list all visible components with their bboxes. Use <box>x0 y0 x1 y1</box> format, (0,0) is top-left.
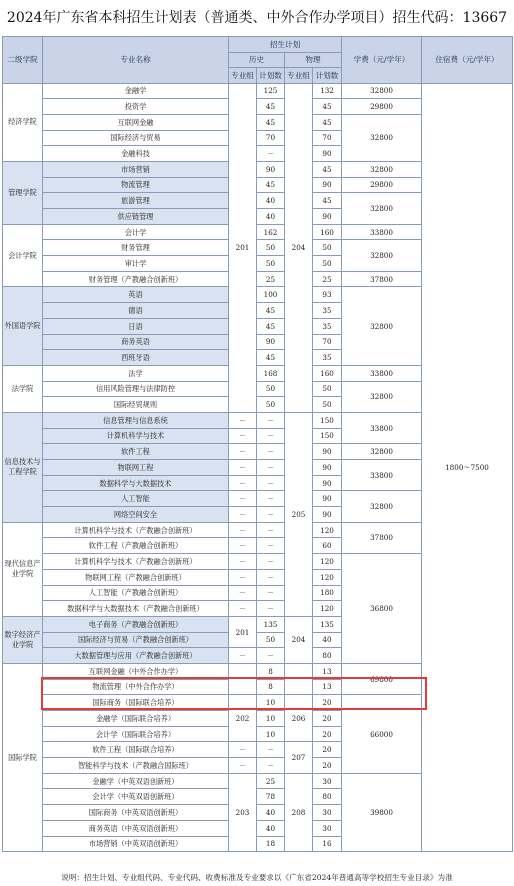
header-physics: 物理 <box>285 52 342 68</box>
phys-count-cell: 30 <box>313 820 342 836</box>
hist-count-cell: 50 <box>257 240 285 256</box>
phys-count-cell: 45 <box>313 114 342 130</box>
phys-count-cell: 30 <box>313 805 342 821</box>
hist-count-cell: － <box>257 428 285 444</box>
phys-count-cell: 20 <box>313 711 342 727</box>
major-cell: 智能科学与技术（产教融合国际班） <box>43 758 229 774</box>
hist-group-cell: 201 <box>229 616 257 647</box>
hist-count-cell: － <box>257 444 285 460</box>
tuition-cell: 32800 <box>342 287 422 365</box>
major-cell: 会计学（中英双语创新班） <box>43 789 229 805</box>
hist-count-cell: 8 <box>257 663 285 679</box>
phys-count-cell: 160 <box>313 224 342 240</box>
hist-count-cell: 45 <box>257 318 285 334</box>
major-cell: 计算机科学与技术 <box>43 428 229 444</box>
hist-count-cell: 50 <box>257 381 285 397</box>
phys-count-cell: 132 <box>313 83 342 99</box>
hist-count-cell: － <box>257 554 285 570</box>
major-cell: 网络空间安全 <box>43 507 229 523</box>
phys-count-cell: 20 <box>313 695 342 711</box>
phys-count-cell: 45 <box>313 99 342 115</box>
major-cell: 物流管理 <box>43 177 229 193</box>
phys-count-cell: 120 <box>313 569 342 585</box>
major-cell: 财务管理（产教融合创新班） <box>43 271 229 287</box>
major-cell: 金融学 <box>43 83 229 99</box>
major-cell: 市场营销 <box>43 161 229 177</box>
major-cell: 国际商务（国际联合培养） <box>43 695 229 711</box>
major-cell: 数据科学与大数据技术（产教融合创新班） <box>43 601 229 617</box>
tuition-cell: 66000 <box>342 695 422 773</box>
major-cell: 英语 <box>43 287 229 303</box>
hist-count-cell: 125 <box>257 83 285 99</box>
major-cell: 物联网工程（产教融合创新班） <box>43 569 229 585</box>
header-history: 历史 <box>229 52 285 68</box>
tuition-cell: 32800 <box>342 491 422 522</box>
major-cell: 德语 <box>43 303 229 319</box>
hist-group-cell: － <box>229 475 257 491</box>
highlight-box <box>41 677 427 710</box>
hist-group-cell: － <box>229 758 257 774</box>
major-cell: 大数据管理与应用（产教融合创新班） <box>43 648 229 664</box>
header-phys-count: 计划数 <box>313 68 342 84</box>
hist-count-cell: 50 <box>257 397 285 413</box>
phys-group-cell: 204 <box>285 616 313 663</box>
college-cell: 数字经济产业学院 <box>3 616 43 663</box>
major-cell: 电子商务（产教融合创新班） <box>43 616 229 632</box>
phys-count-cell: 50 <box>313 381 342 397</box>
phys-count-cell: 70 <box>313 334 342 350</box>
phys-count-cell: 70 <box>313 130 342 146</box>
hist-group-cell: 202 <box>229 695 257 742</box>
college-cell: 管理学院 <box>3 161 43 224</box>
phys-count-cell: 50 <box>313 397 342 413</box>
hist-count-cell: 78 <box>257 789 285 805</box>
major-cell: 信息管理与信息系统 <box>43 412 229 428</box>
hist-group-cell: － <box>229 648 257 664</box>
page-title: 2024年广东省本科招生计划表（普通类、中外合作办学项目）招生代码：13667 <box>6 10 508 26</box>
hist-count-cell: － <box>257 146 285 162</box>
college-cell: 法学院 <box>3 365 43 412</box>
phys-count-cell: 90 <box>313 507 342 523</box>
header-phys-group: 专业组 <box>285 68 313 84</box>
phys-group-cell: 208 <box>285 773 313 851</box>
hist-group-cell: － <box>229 507 257 523</box>
tuition-cell: 39800 <box>342 773 422 851</box>
hist-count-cell: 70 <box>257 130 285 146</box>
major-cell: 金融学（国际联合培养） <box>43 711 229 727</box>
major-cell: 计算机科学与技术（产教融合创新班） <box>43 554 229 570</box>
table-body <box>3 83 513 852</box>
major-cell: 投资学 <box>43 99 229 115</box>
tuition-cell: 69800 <box>342 663 422 694</box>
phys-count-cell: 45 <box>313 193 342 209</box>
tuition-cell: 32800 <box>342 83 422 99</box>
phys-count-cell: 60 <box>313 538 342 554</box>
hist-count-cell: 40 <box>257 209 285 225</box>
header-tuition: 学费（元/学年） <box>342 37 422 84</box>
major-cell: 商务英语（中英双语创新班） <box>43 820 229 836</box>
major-cell: 物联网工程 <box>43 460 229 476</box>
phys-count-cell: 90 <box>313 177 342 193</box>
hist-group-cell: － <box>229 569 257 585</box>
hist-count-cell: 90 <box>257 161 285 177</box>
major-cell: 商务英语 <box>43 334 229 350</box>
major-cell: 国际经济与贸易（产教融合创新班） <box>43 632 229 648</box>
hist-count-cell: 45 <box>257 350 285 366</box>
hist-group-cell: 203 <box>229 773 257 851</box>
phys-count-cell: 35 <box>313 303 342 319</box>
hist-count-cell: 50 <box>257 256 285 272</box>
hist-count-cell: － <box>257 585 285 601</box>
major-cell: 人工智能 <box>43 491 229 507</box>
hist-count-cell: 45 <box>257 303 285 319</box>
major-cell: 日语 <box>43 318 229 334</box>
phys-count-cell: 180 <box>313 585 342 601</box>
college-cell: 经济学院 <box>3 83 43 161</box>
college-cell: 现代信息产业学院 <box>3 522 43 616</box>
phys-count-cell: 50 <box>313 256 342 272</box>
phys-count-cell: 35 <box>313 350 342 366</box>
hist-count-cell: － <box>257 569 285 585</box>
hist-group-cell: － <box>229 460 257 476</box>
major-cell: 互联网金融（中外合作办学） <box>43 663 229 679</box>
phys-count-cell: 50 <box>313 240 342 256</box>
major-cell: 信用风险管理与法律防控 <box>43 381 229 397</box>
college-cell: 会计学院 <box>3 224 43 287</box>
major-cell: 国际商务（中英双语创新班） <box>43 805 229 821</box>
phys-count-cell: 80 <box>313 648 342 664</box>
tuition-cell: 33800 <box>342 365 422 381</box>
hist-count-cell: 50 <box>257 632 285 648</box>
phys-count-cell: 120 <box>313 601 342 617</box>
hist-count-cell: 162 <box>257 224 285 240</box>
hist-count-cell: － <box>257 601 285 617</box>
phys-count-cell: 13 <box>313 663 342 679</box>
hist-count-cell: 10 <box>257 695 285 711</box>
phys-count-cell: 90 <box>313 209 342 225</box>
hist-count-cell: － <box>257 648 285 664</box>
phys-count-cell: 35 <box>313 318 342 334</box>
hist-count-cell: 135 <box>257 616 285 632</box>
major-cell: 法学 <box>43 365 229 381</box>
hist-count-cell: － <box>257 758 285 774</box>
major-cell: 金融科技 <box>43 146 229 162</box>
hist-group-cell: － <box>229 491 257 507</box>
major-cell: 人工智能（产教融合创新班） <box>43 585 229 601</box>
hist-group-cell: － <box>229 538 257 554</box>
phys-count-cell: 120 <box>313 554 342 570</box>
tuition-cell: 32800 <box>342 444 422 460</box>
college-cell: 信息技术与工程学院 <box>3 412 43 522</box>
phys-count-cell: 160 <box>313 365 342 381</box>
hist-count-cell: 90 <box>257 334 285 350</box>
phys-count-cell: 25 <box>313 271 342 287</box>
major-cell: 西班牙语 <box>43 350 229 366</box>
phys-count-cell: 90 <box>313 146 342 162</box>
hist-group-cell: 201 <box>229 83 257 412</box>
hist-count-cell: 8 <box>257 679 285 695</box>
major-cell: 会计学 <box>43 224 229 240</box>
hist-count-cell: 40 <box>257 820 285 836</box>
phys-group-cell: 205 <box>285 412 313 616</box>
hist-count-cell: － <box>257 491 285 507</box>
hist-group-cell: － <box>229 522 257 538</box>
table-row <box>3 83 513 99</box>
admission-table <box>2 36 513 852</box>
hist-count-cell: 10 <box>257 711 285 727</box>
hist-count-cell: － <box>257 742 285 758</box>
major-cell: 互联网金融 <box>43 114 229 130</box>
tuition-cell: 32800 <box>342 114 422 161</box>
major-cell: 财务管理 <box>43 240 229 256</box>
hist-group-cell: － <box>229 444 257 460</box>
phys-count-cell: 135 <box>313 616 342 632</box>
tuition-cell: 33800 <box>342 460 422 491</box>
major-cell: 旅游管理 <box>43 193 229 209</box>
hist-count-cell: 18 <box>257 836 285 852</box>
major-cell: 审计学 <box>43 256 229 272</box>
footnote: 说明：招生计划、专业组代码、专业代码、收费标准及专业要求以《广东省2024年普通高等学校招生专业目录》为准 <box>61 873 453 882</box>
major-cell: 金融学（中英双语创新班） <box>43 773 229 789</box>
tuition-cell: 32800 <box>342 193 422 224</box>
hist-count-cell: － <box>257 522 285 538</box>
header-dorm: 住宿费（元/学年） <box>422 37 513 84</box>
hist-count-cell: － <box>257 507 285 523</box>
major-cell: 软件工程 <box>43 444 229 460</box>
hist-count-cell: 168 <box>257 365 285 381</box>
tuition-cell: 32800 <box>342 240 422 271</box>
hist-count-cell: 100 <box>257 287 285 303</box>
tuition-cell: 33800 <box>342 412 422 443</box>
hist-group-cell: － <box>229 412 257 428</box>
hist-count-cell: 40 <box>257 805 285 821</box>
major-cell: 数据科学与大数据技术 <box>43 475 229 491</box>
hist-count-cell: 40 <box>257 193 285 209</box>
phys-count-cell: 40 <box>313 632 342 648</box>
hist-count-cell: － <box>257 475 285 491</box>
major-cell: 供应链管理 <box>43 209 229 225</box>
phys-count-cell: 150 <box>313 412 342 428</box>
phys-count-cell: 93 <box>313 287 342 303</box>
major-cell: 软件工程（产教融合创新班） <box>43 538 229 554</box>
major-cell: 市场营销（中英双语创新班） <box>43 836 229 852</box>
phys-count-cell: 45 <box>313 161 342 177</box>
hist-group-cell: － <box>229 742 257 758</box>
dorm-cell: 1800～7500 <box>422 83 513 852</box>
tuition-cell: 29800 <box>342 177 422 193</box>
hist-group-cell: － <box>229 601 257 617</box>
phys-count-cell: 20 <box>313 742 342 758</box>
header-hist-count: 计划数 <box>257 68 285 84</box>
phys-count-cell: 120 <box>313 522 342 538</box>
tuition-cell: 37800 <box>342 271 422 287</box>
hist-count-cell: 45 <box>257 114 285 130</box>
phys-count-cell: 90 <box>313 460 342 476</box>
hist-count-cell: － <box>257 538 285 554</box>
phys-count-cell: 80 <box>313 789 342 805</box>
hist-count-cell: 25 <box>257 271 285 287</box>
major-cell: 计算机科学与技术（产教融合创新班） <box>43 522 229 538</box>
hist-count-cell: － <box>257 412 285 428</box>
tuition-cell: 37800 <box>342 522 422 553</box>
phys-count-cell: 90 <box>313 475 342 491</box>
hist-count-cell: 45 <box>257 99 285 115</box>
phys-count-cell: 30 <box>313 773 342 789</box>
tuition-cell: 29800 <box>342 99 422 115</box>
hist-group-cell: － <box>229 428 257 444</box>
phys-count-cell: 150 <box>313 428 342 444</box>
major-cell: 国际经贸规则 <box>43 397 229 413</box>
hist-count-cell: － <box>257 460 285 476</box>
hist-count-cell: 25 <box>257 773 285 789</box>
college-cell: 国际学院 <box>3 663 43 851</box>
phys-count-cell: 90 <box>313 491 342 507</box>
phys-group-cell: 207 <box>285 742 313 773</box>
major-cell: 国际经济与贸易 <box>43 130 229 146</box>
phys-group-cell: 204 <box>285 83 313 412</box>
major-cell: 软件工程（国际联合培养） <box>43 742 229 758</box>
tuition-cell: 32800 <box>342 381 422 412</box>
phys-count-cell: 20 <box>313 726 342 742</box>
phys-count-cell: 16 <box>313 836 342 852</box>
header-major: 专业名称 <box>43 37 229 84</box>
phys-count-cell: 90 <box>313 444 342 460</box>
tuition-cell: 32800 <box>342 161 422 177</box>
college-cell: 外国语学院 <box>3 287 43 365</box>
hist-count-cell: 45 <box>257 177 285 193</box>
tuition-cell: 33800 <box>342 224 422 240</box>
hist-count-cell: 10 <box>257 726 285 742</box>
major-cell: 会计学（国际联合培养） <box>43 726 229 742</box>
header-college: 二级学院 <box>3 37 43 84</box>
hist-group-cell: － <box>229 554 257 570</box>
phys-count-cell: 13 <box>313 679 342 695</box>
phys-group-cell: 206 <box>285 695 313 742</box>
tuition-cell: 36800 <box>342 554 422 664</box>
major-cell: 物流管理（中外合作办学） <box>43 679 229 695</box>
header-hist-group: 专业组 <box>229 68 257 84</box>
phys-count-cell: 20 <box>313 758 342 774</box>
header-plan: 招生计划 <box>229 37 342 53</box>
hist-group-cell: － <box>229 585 257 601</box>
